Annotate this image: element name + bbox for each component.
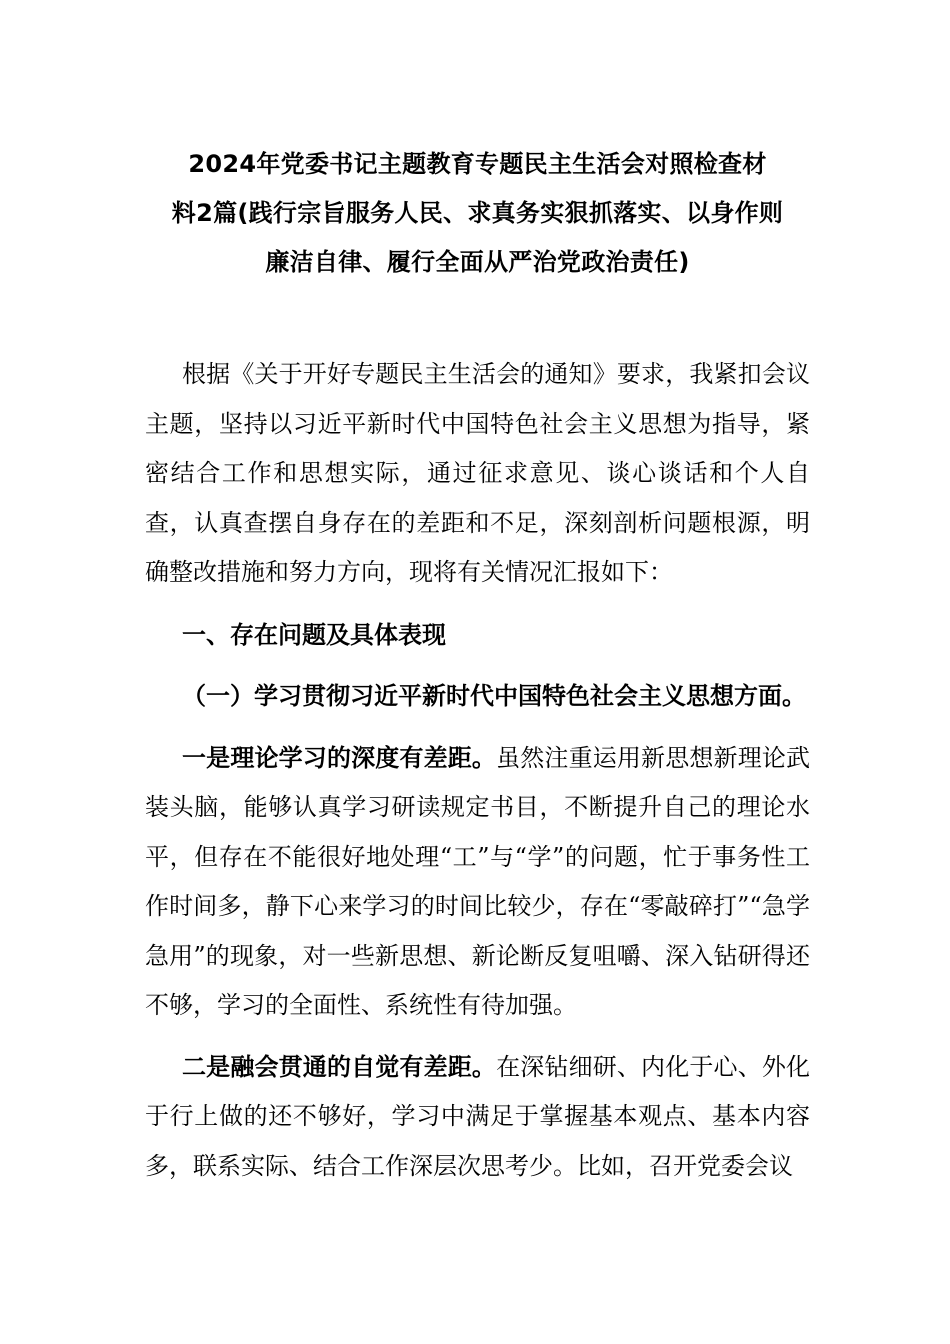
point-paragraph-1 (145, 734, 810, 1031)
point-paragraph-2 (145, 1043, 810, 1192)
document-title (145, 140, 810, 287)
subsection-heading-1: （一）学习贯彻习近平新时代中国特色社会主义思想方面。 (182, 682, 806, 710)
title-line-2: 料2篇(践行宗旨服务人民、求真务实狠抓落实、以身作则 (171, 199, 784, 227)
document-body (145, 350, 810, 1191)
point-2-text: 在深钻细研、内化于心、外化于行上做的还不够好，学习中满足于掌握基本观点、基本内容多，联系实际、结合工作深层次思考少。比如，召开党委会议 (145, 1052, 811, 1180)
intro-paragraph: 根据《关于开好专题民主生活会的通知》要求，我紧扣会议主题，坚持以习近平新时代中国特色社会主义思想为指导，紧密结合工作和思想实际，通过征求意见、谈心谈话和个人自查，认真查摆自身存在的差距和不足，深刻剖析问题根源，明确整改措施和努力方向，现将有关情况汇报如下： (145, 360, 810, 586)
title-line-3: 廉洁自律、履行全面从严治党政治责任) (265, 248, 690, 276)
point-1-text: 虽然注重运用新思想新理论武装头脑，能够认真学习研读规定书目，不断提升自己的理论水平，但存在不能很好地处理“工”与“学”的问题，忙于事务性工作时间多，静下心来学习的时间比较少，存在“零敲碎打”“急学急用”的现象，对一些新思想、新论断反复咀嚼、深入钻研得还不够，学习的全面性、系统性有待加强。 (145, 743, 811, 1019)
point-2-lead: 二是融会贯通的自觉有差距。 (182, 1052, 497, 1081)
title-line-1: 2024年党委书记主题教育专题民主生活会对照检查材 (188, 150, 767, 178)
section-heading-1: 一、存在问题及具体表现 (182, 620, 446, 649)
point-1-lead: 一是理论学习的深度有差距。 (182, 743, 497, 772)
